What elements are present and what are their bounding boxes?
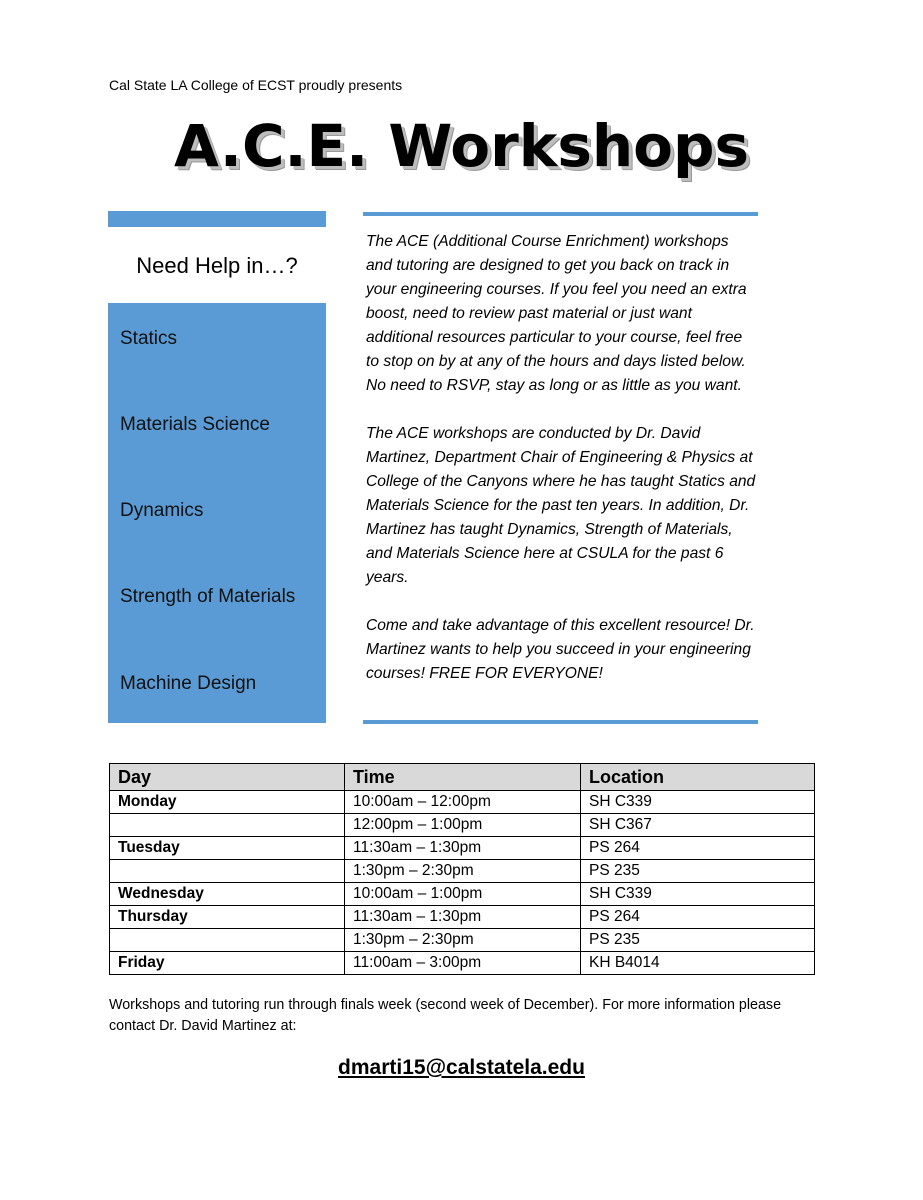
table-row: [110, 837, 815, 860]
cell-day: [110, 929, 345, 952]
description-paragraph: The ACE workshops are conducted by Dr. David Martinez, Department Chair of Engineering & Physics at College of the Canyons where he has taught Statics and Materials Science for the past ten years. In addition, Dr. Martinez has taught Dynamics, Strength of Materials, and Materials Science here at CSULA for the past 6 years.: [366, 425, 756, 586]
cell-time: 11:00am – 3:00pm: [345, 952, 581, 975]
cell-location: PS 235: [581, 929, 815, 952]
table-header-row: [110, 764, 815, 791]
cell-day: Wednesday: [110, 883, 345, 906]
intro-line: Cal State LA College of ECST proudly presents: [109, 77, 403, 93]
cell-time: 1:30pm – 2:30pm: [345, 929, 581, 952]
cell-day: Tuesday: [110, 837, 345, 860]
table-row: [110, 929, 815, 952]
cell-location: PS 235: [581, 860, 815, 883]
cell-day: Monday: [110, 791, 345, 814]
table-row: [110, 906, 815, 929]
cell-location: PS 264: [581, 906, 815, 929]
table-row: [110, 952, 815, 975]
column-header-location: Location: [581, 764, 815, 791]
sidebar-heading: Need Help in…?: [136, 253, 298, 278]
schedule-table: [109, 763, 815, 975]
cell-time: 1:30pm – 2:30pm: [345, 860, 581, 883]
cell-time: 11:30am – 1:30pm: [345, 906, 581, 929]
topic-panel: [108, 303, 326, 723]
cell-time: 10:00am – 12:00pm: [345, 791, 581, 814]
table-row: [110, 883, 815, 906]
footer-note: Workshops and tutoring run through finals week (second week of December). For more information please contact Dr. David Martinez at:: [109, 997, 782, 1034]
cell-day: Thursday: [110, 906, 345, 929]
description-paragraph: The ACE (Additional Course Enrichment) workshops and tutoring are designed to get you back on track in your engineering courses. If you feel you need an extra boost, need to review past material or just want additional resources particular to your course, feel free to stop on by at any of the hours and days listed below. No need to RSVP, stay as long or as little as you want.: [366, 233, 747, 394]
cell-location: SH C367: [581, 814, 815, 837]
topic-dynamics: Dynamics: [120, 500, 204, 521]
page-title: A.C.E. Workshops: [173, 112, 750, 180]
topic-materials-science: Materials Science: [120, 414, 270, 435]
cell-location: PS 264: [581, 837, 815, 860]
cell-time: 12:00pm – 1:00pm: [345, 814, 581, 837]
cell-day: [110, 814, 345, 837]
cell-location: SH C339: [581, 883, 815, 906]
table-row: [110, 791, 815, 814]
description-paragraph: Come and take advantage of this excellent resource! Dr. Martinez wants to help you succeed in your engineering courses! FREE FOR EVERYONE!: [366, 617, 755, 682]
sidebar-accent-bar: [108, 211, 326, 227]
contact-email-link[interactable]: dmarti15@calstatela.edu: [338, 1056, 585, 1079]
description-bottom-rule: [363, 720, 758, 724]
topic-strength-of-materials: Strength of Materials: [120, 586, 296, 607]
cell-day: [110, 860, 345, 883]
topic-statics: Statics: [120, 328, 178, 349]
table-row: [110, 814, 815, 837]
table-row: [110, 860, 815, 883]
cell-time: 11:30am – 1:30pm: [345, 837, 581, 860]
cell-day: Friday: [110, 952, 345, 975]
cell-location: SH C339: [581, 791, 815, 814]
description-top-rule: [363, 212, 758, 216]
description: [366, 230, 758, 710]
topic-machine-design: Machine Design: [120, 673, 257, 694]
column-header-time: Time: [345, 764, 581, 791]
column-header-day: Day: [110, 764, 345, 791]
cell-time: 10:00am – 1:00pm: [345, 883, 581, 906]
cell-location: KH B4014: [581, 952, 815, 975]
